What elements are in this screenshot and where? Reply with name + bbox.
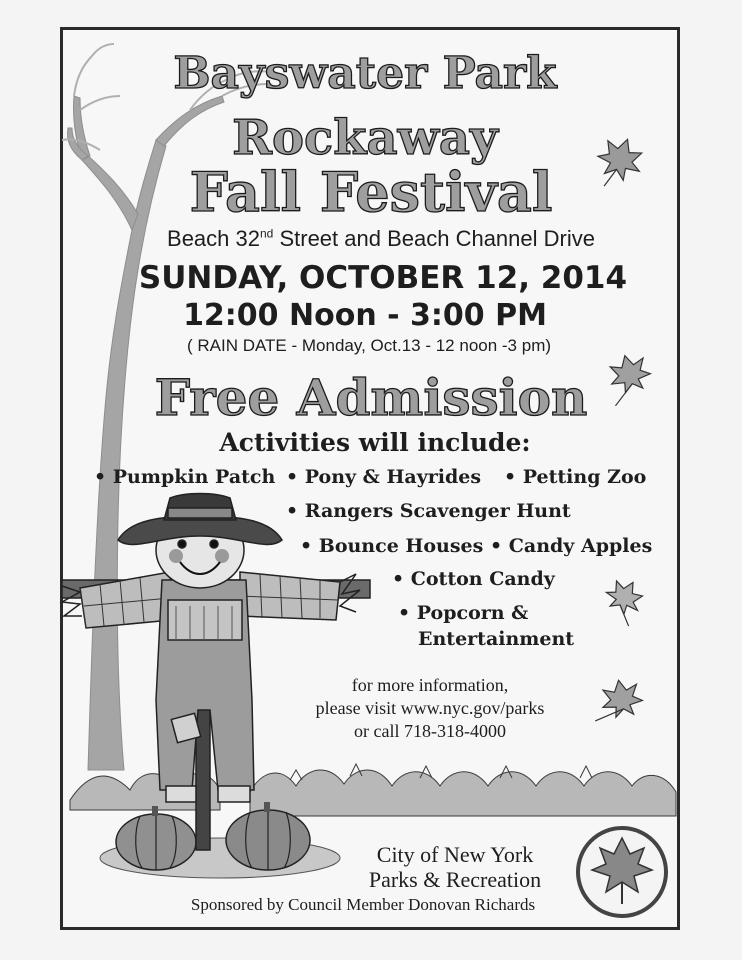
event-date: SUNDAY, OCTOBER 12, 2014 (138, 260, 628, 296)
location-prefix: Beach 32 (167, 226, 260, 251)
info-line-1: for more information, (351, 675, 509, 695)
info-line-3: or call 718-318-4000 (354, 721, 506, 741)
activity-item: • Candy Apples (490, 535, 653, 557)
location-suffix: Street and Beach Channel Drive (273, 226, 595, 251)
rain-date: ( RAIN DATE - Monday, Oct.13 - 12 noon -3 pm) (186, 336, 552, 355)
location-sup: nd (259, 226, 274, 241)
org-line-2: Parks & Recreation (368, 867, 542, 892)
title-line-1: Bayswater Park (173, 48, 557, 99)
title-line-3: Fall Festival (189, 160, 553, 224)
event-time: 12:00 Noon - 3:00 PM (183, 298, 547, 333)
activity-item: • Petting Zoo (504, 466, 647, 488)
activity-item: • Bounce Houses (300, 535, 484, 557)
title-line-2: Rockaway (232, 110, 498, 166)
activity-item: • Pumpkin Patch (94, 466, 276, 488)
activities-heading: Activities will include: (219, 428, 531, 457)
activity-item: • Rangers Scavenger Hunt (286, 500, 571, 522)
pumpkin-left (116, 806, 196, 870)
free-admission: Free Admission (154, 368, 588, 427)
activity-item: • Popcorn & (398, 602, 529, 624)
activity-item: • Pony & Hayrides (286, 466, 482, 488)
location (10, 226, 742, 252)
org-line-1: City of New York (376, 842, 534, 867)
activity-item: Entertainment (418, 628, 575, 650)
maple-leaf-icon (597, 573, 648, 626)
info-line-2: please visit www.nyc.gov/parks (315, 698, 545, 718)
activity-item: • Cotton Candy (392, 568, 555, 590)
sponsor-line: Sponsored by Council Member Donovan Richards (190, 895, 536, 914)
